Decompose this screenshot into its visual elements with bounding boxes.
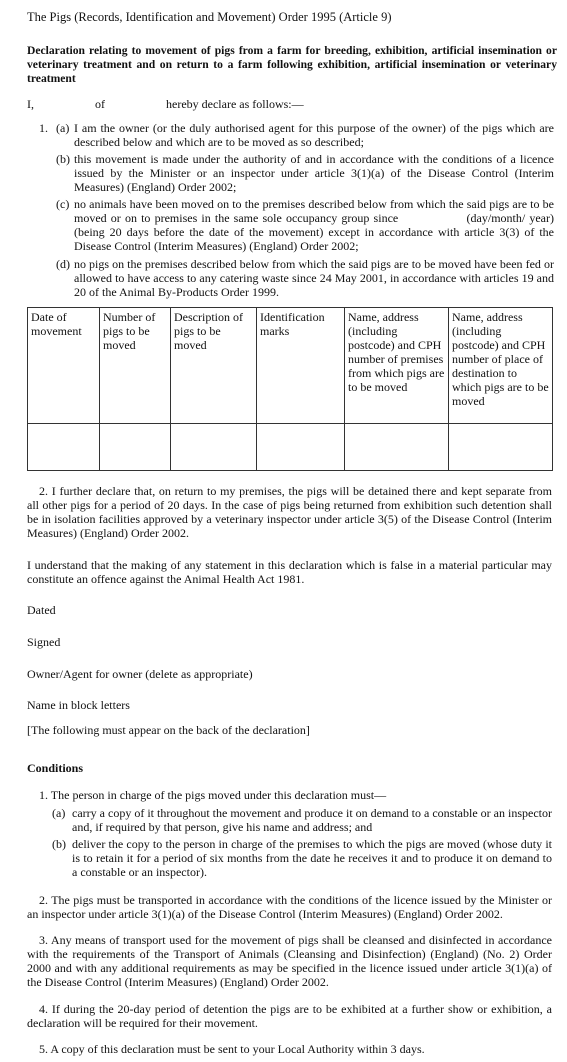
condition-5: 5. A copy of this declaration must be sent to your Local Authority within 3 days. [39, 1042, 425, 1056]
understand-statement: I understand that the making of any statement in this declaration which is false in a material particular may constitute an offence against the Animal Health Act 1981. [27, 558, 552, 586]
table-cell[interactable] [28, 424, 100, 471]
declare-text: hereby declare as follows:— [166, 97, 304, 111]
signed-label: Signed [27, 635, 61, 649]
col-premises-from: Name, address (including postcode) and CPH number of premises from which pigs are to be moved [345, 308, 449, 424]
declarant-i-label: I, [27, 97, 34, 111]
col-destination: Name, address (including postcode) and CPH number of place of destination to which pigs are to be moved [449, 308, 553, 424]
table-cell[interactable] [449, 424, 553, 471]
clause-1c-text-before: no animals have been moved on to the premises described below from which the said pigs are to be moved or on to premises in the same sole occupancy group since [74, 197, 554, 225]
col-date-of-movement: Date of movement [28, 308, 100, 424]
clause-1a-text: I am the owner (or the duly authorised agent for this purpose of the owner) of the pigs which are described below and which are to be moved as so described; [74, 121, 554, 149]
movement-table [27, 307, 553, 471]
table-cell[interactable] [100, 424, 171, 471]
clause-1c-text [74, 197, 554, 253]
condition-4: 4. If during the 20-day period of detention the pigs are to be exhibited at a further show or exhibition, a declaration will be required for their movement. [27, 1002, 552, 1030]
order-title: The Pigs (Records, Identification and Movement) Order 1995 (Article 9) [27, 10, 392, 24]
clause-1d-marker: (d) [56, 257, 70, 271]
table-row [28, 424, 553, 471]
condition-1b-text: deliver the copy to the person in charge of the premises to which the pigs are moved (whose duty it is to retain it for a period of six months from the date he receives it and to produce it on demand to a constable or an inspector). [72, 837, 552, 879]
clause-1c-blank-suffix: (day/month/ [466, 211, 526, 225]
owner-agent-label: Owner/Agent for owner (delete as appropriate) [27, 667, 253, 681]
col-number-of-pigs: Number of pigs to be moved [100, 308, 171, 424]
condition-1b-marker: (b) [52, 837, 66, 851]
clause-1-number: 1. [39, 121, 48, 135]
declaration-heading: Declaration relating to movement of pigs from a farm for breeding, exhibition, artificial insemination or veterinary treatment and on return to a farm following exhibition, artificial insemination or veterinary treatment [27, 44, 557, 85]
back-note: [The following must appear on the back of the declaration] [27, 723, 310, 737]
table-cell[interactable] [257, 424, 345, 471]
declarant-of-label: of [95, 97, 105, 111]
clause-2: 2. I further declare that, on return to my premises, the pigs will be detained there and kept separate from all other pigs for a period of 20 days. In the case of pigs being returned from exhibition such detention shall be in isolation facilities approved by a veterinary inspector under article 3(5) of the Disease Control (Interim Measures) (England) Order 2002. [27, 484, 552, 540]
clause-1a-marker: (a) [56, 121, 70, 135]
condition-1a-marker: (a) [52, 806, 66, 820]
condition-2: 2. The pigs must be transported in accordance with the conditions of the licence issued by the Minister or an inspector under article 3(1)(a) of the Disease Control (Interim Measures) (England) Order 2002. [27, 893, 552, 921]
table-cell[interactable] [171, 424, 257, 471]
clause-1b-marker: (b) [56, 152, 70, 166]
condition-3: 3. Any means of transport used for the movement of pigs shall be cleansed and disinfected in accordance with the requirements of the Transport of Animals (Cleansing and Disinfection) (England) (No. 2) Order 2000 and with any additional requirements as may be specified in the licence issued under article 3(1)(a) of the Disease Control (Interim Measures) (England) Order 2002. [27, 933, 552, 989]
clause-1d-text: no pigs on the premises described below from which the said pigs are to be moved have been fed or allowed to have access to any catering waste since 24 May 2001, in accordance with articles 19 and 20 of the Animal By-Products Order 1999. [74, 257, 554, 299]
table-cell[interactable] [345, 424, 449, 471]
clause-1c-marker: (c) [56, 197, 70, 211]
col-description-of-pigs: Description of pigs to be moved [171, 308, 257, 424]
dated-label: Dated [27, 603, 56, 617]
block-letters-label: Name in block letters [27, 698, 130, 712]
col-identification-marks: Identification marks [257, 308, 345, 424]
condition-1a-text: carry a copy of it throughout the movement and produce it on demand to a constable or an inspector and, if required by that person, give his name and address; and [72, 806, 552, 834]
clause-1c-text-after: year) (being 20 days before the date of the movement) except in accordance with article 3(3) of the Disease Control (Interim Measures) (England) Order 2002; [74, 211, 555, 253]
clause-1b-text: this movement is made under the authority of and in accordance with the conditions of a licence issued by the Minister or an inspector under article 3(1)(a) of the Disease Control (Interim Measures) (England) Order 2002; [74, 152, 554, 194]
condition-1: 1. The person in charge of the pigs moved under this declaration must— [39, 788, 387, 802]
conditions-heading: Conditions [27, 761, 84, 775]
table-header-row [28, 308, 553, 424]
